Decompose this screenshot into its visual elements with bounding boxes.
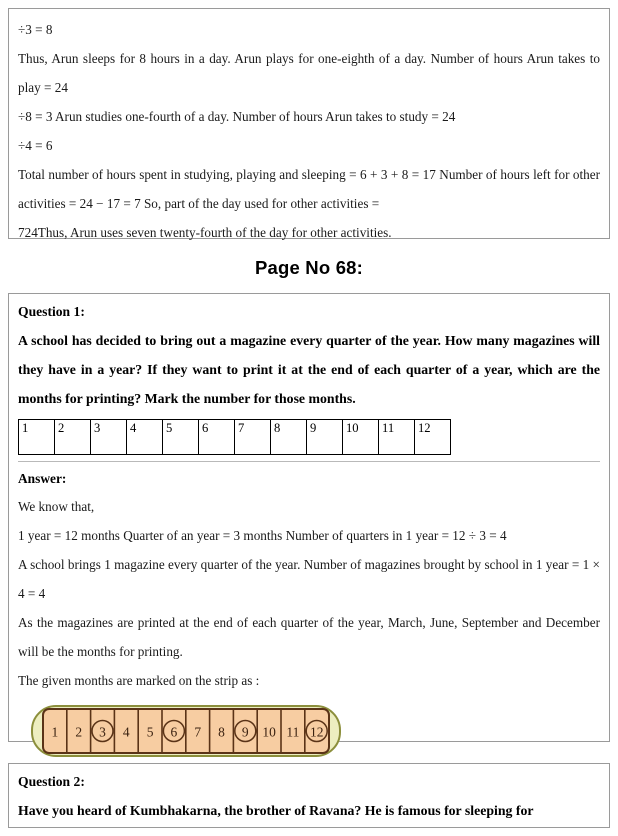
strip-number: 5 [146, 724, 154, 740]
strip-number: 4 [122, 724, 130, 740]
question-2-label: Question 2: [18, 774, 85, 789]
month-cell: 7 [235, 420, 271, 455]
answer-paragraph-we-know: We know that, [18, 499, 95, 514]
blank-month-number-strip [18, 419, 451, 455]
strip-number: 2 [75, 724, 83, 740]
strip-number: 8 [218, 724, 225, 740]
month-cell: 5 [163, 420, 199, 455]
paragraph-total-hours: Total number of hours spent in studying, playing and sleeping = 6 + 3 + 8 = 17 Number of hours left for other activities = 24 − 17 = 7 So, part of the day used for other activities = [18, 167, 604, 211]
month-cell: 2 [55, 420, 91, 455]
paragraph-conclusion: 724Thus, Arun uses seven twenty-fourth of the day for other activities. [18, 225, 392, 240]
answer-paragraph-magazines: A school brings 1 magazine every quarter of the year. Number of magazines brought by school in 1 year = 1 × 4 = 4 [18, 557, 604, 601]
month-cell: 11 [379, 420, 415, 455]
answer-1-label: Answer: [18, 471, 67, 486]
answer-paragraph-quarters: 1 year = 12 months Quarter of an year = 3 months Number of quarters in 1 year = 12 ÷ 3 = 4 [18, 528, 507, 543]
answer-paragraph-months: As the magazines are printed at the end of each quarter of the year, March, June, September and December will be the months for printing. [18, 615, 604, 659]
month-cell: 4 [127, 420, 163, 455]
month-cell: 1 [19, 420, 55, 455]
content-box-question-1 [8, 293, 610, 742]
marked-month-strip-illustration [30, 703, 600, 759]
paragraph-division-4: ÷4 = 6 [18, 138, 53, 153]
paragraph-sleep-play: Thus, Arun sleeps for 8 hours in a day. Arun plays for one-eighth of a day. Number of hours Arun takes to play = 24 [18, 51, 604, 95]
paragraph-division-3: ÷3 = 8 [18, 22, 53, 37]
strip-number: 1 [51, 724, 59, 740]
month-cell: 9 [307, 420, 343, 455]
answer-paragraph-strip-intro: The given months are marked on the strip as : [18, 673, 260, 688]
page-heading: Page No 68: [254, 257, 364, 278]
section-divider [18, 461, 600, 462]
month-cell: 12 [415, 420, 451, 455]
table-row [19, 420, 451, 455]
month-cell: 6 [199, 420, 235, 455]
strip-number: 9 [241, 724, 249, 740]
content-box-previous-answer [8, 8, 610, 239]
strip-number: 11 [286, 724, 300, 740]
month-cell: 10 [343, 420, 379, 455]
paragraph-study: ÷8 = 3 Arun studies one-fourth of a day. Number of hours Arun takes to study = 24 [18, 109, 456, 124]
month-strip-svg [30, 703, 342, 759]
strip-number: 12 [309, 724, 324, 740]
question-2-text: Have you heard of Kumbhakarna, the brother of Ravana? He is famous for sleeping for [18, 803, 534, 818]
strip-number: 7 [194, 724, 202, 740]
strip-number: 6 [170, 724, 178, 740]
strip-number: 10 [262, 724, 276, 740]
content-box-question-2 [8, 763, 610, 828]
question-1-text: A school has decided to bring out a magazine every quarter of the year. How many magazines will they have in a year? If they want to print it at the end of each quarter of a year, which are the months for printing? Mark the number for those months. [18, 333, 600, 406]
month-cell: 8 [271, 420, 307, 455]
strip-number: 3 [99, 724, 106, 740]
question-1-label: Question 1: [18, 304, 85, 319]
month-cell: 3 [91, 420, 127, 455]
